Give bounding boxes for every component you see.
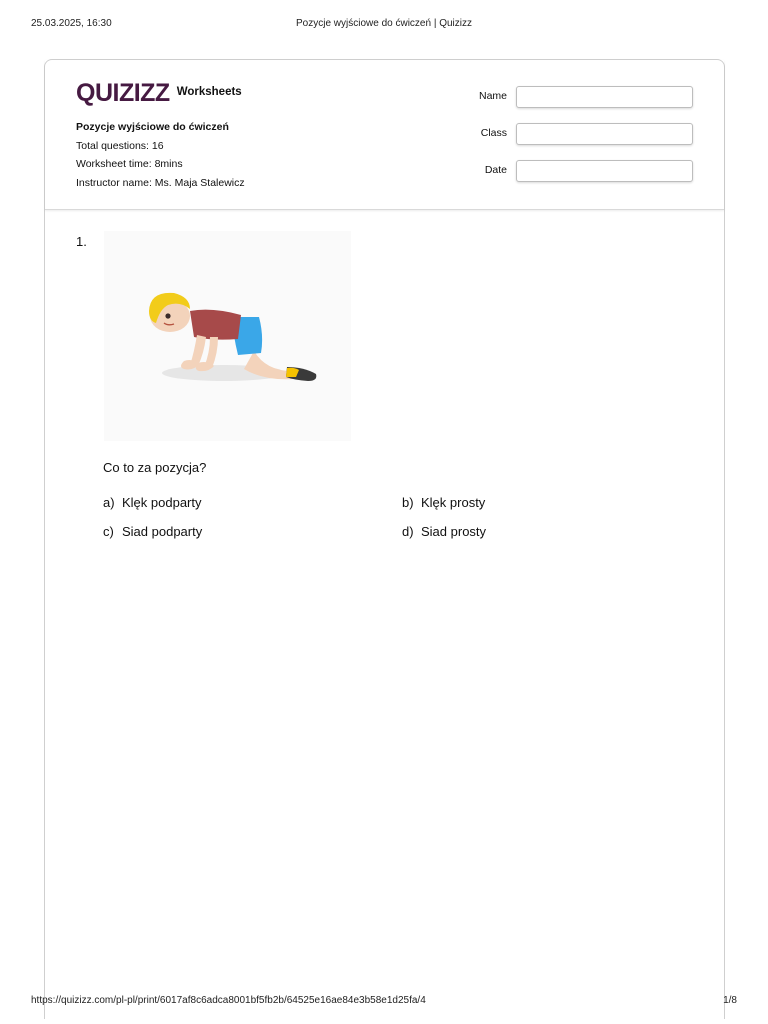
instructor-name: Instructor name: Ms. Maja Stalewicz xyxy=(76,176,245,189)
print-footer xyxy=(31,995,737,1009)
question-text: Co to za pozycja? xyxy=(103,460,207,475)
print-page-title: Pozycje wyjściowe do ćwiczeń | Quizizz xyxy=(296,18,472,29)
option-b xyxy=(402,495,485,510)
name-field-row xyxy=(453,86,693,108)
print-timestamp: 25.03.2025, 16:30 xyxy=(31,18,112,29)
option-a xyxy=(103,495,202,510)
option-b-key: b) xyxy=(402,495,414,510)
quizizz-logo: QUIZIZZ xyxy=(76,78,170,107)
class-field-row xyxy=(453,123,693,145)
print-header xyxy=(31,18,737,32)
option-b-label: Klęk prosty xyxy=(421,495,486,510)
print-url: https://quizizz.com/pl-pl/print/6017af8c6adca8001bf5fb2b/64525e16ae84e3b58e1d25fa/4 xyxy=(31,995,426,1006)
name-label: Name xyxy=(478,90,507,102)
class-field[interactable] xyxy=(516,123,693,145)
option-c-key: c) xyxy=(103,524,114,539)
question-number: 1. xyxy=(76,234,87,249)
option-d-key: d) xyxy=(402,524,414,539)
option-c-label: Siad podparty xyxy=(122,524,203,539)
kneeling-child-illustration xyxy=(104,231,351,441)
worksheet-card xyxy=(44,59,725,1019)
brand xyxy=(76,80,242,106)
name-field[interactable] xyxy=(516,86,693,108)
option-a-key: a) xyxy=(103,495,115,510)
student-fields xyxy=(453,86,693,197)
class-label: Class xyxy=(480,127,507,139)
option-d xyxy=(402,524,486,539)
date-label: Date xyxy=(484,164,507,176)
worksheet-header xyxy=(45,60,724,210)
date-field-row xyxy=(453,160,693,182)
option-d-label: Siad prosty xyxy=(421,524,487,539)
page-indicator: 1/8 xyxy=(723,995,737,1006)
brand-product-label: Worksheets xyxy=(176,86,242,98)
date-field[interactable] xyxy=(516,160,693,182)
worksheet-title: Pozycje wyjściowe do ćwiczeń xyxy=(76,121,229,133)
option-a-label: Klęk podparty xyxy=(122,495,202,510)
option-c xyxy=(103,524,202,539)
worksheet-meta xyxy=(76,118,245,192)
total-questions: Total questions: 16 xyxy=(76,139,164,152)
worksheet-time: Worksheet time: 8mins xyxy=(76,158,183,170)
